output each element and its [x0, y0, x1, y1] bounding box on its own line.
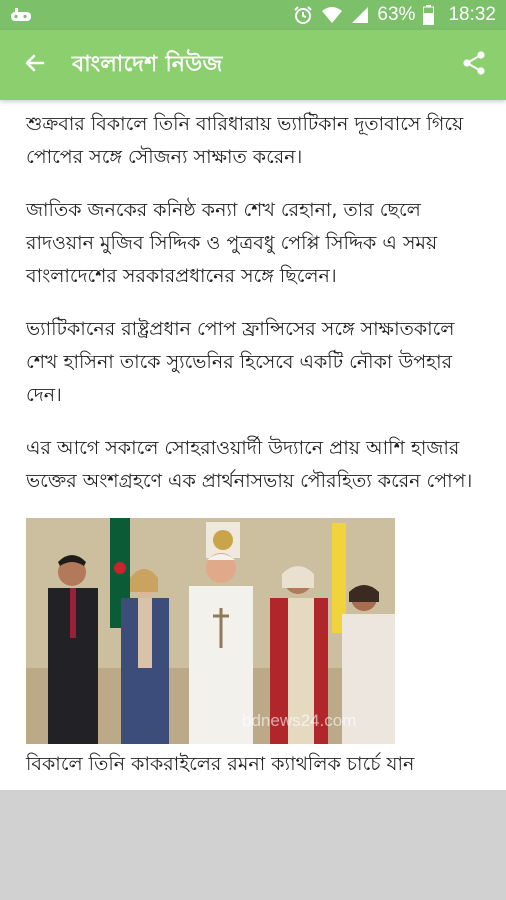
alarm-icon — [293, 5, 313, 25]
battery-icon — [423, 5, 434, 25]
share-button[interactable] — [442, 30, 506, 100]
article-paragraph: শুক্রবার বিকালে তিনি বারিধারায় ভ্যাটিকান দূতাবাসে গিয়ে পোপের সঙ্গে সৌজন্য সাক্ষাত করেন। — [26, 113, 464, 168]
clock-time: 18:32 — [448, 4, 496, 25]
back-button[interactable] — [0, 30, 70, 100]
status-bar — [0, 0, 506, 30]
share-icon — [462, 50, 486, 80]
arrow-left-icon — [23, 51, 47, 79]
bottom-overlay — [0, 790, 506, 900]
article-content[interactable] — [0, 100, 506, 900]
photo-watermark: bdnews24.com — [242, 711, 357, 730]
photo-caption: বিকালে তিনি কাকরাইলের রমনা ক্যাথলিক চার্চে যান — [26, 753, 415, 775]
wifi-icon — [321, 6, 343, 24]
app-bar — [0, 30, 506, 100]
news-photo[interactable] — [26, 518, 395, 744]
game-controller-icon — [10, 6, 32, 24]
article-paragraph: জাতিক জনকের কনিষ্ঠ কন্যা শেখ রেহানা, তার ছেলে রাদওয়ান মুজিব সিদ্দিক ও পুত্রবধু পেপ্পি সিদ্দিক এ সময় বাংলাদেশের সরকারপ্রধানের সঙ্গে ছিলেন। — [26, 199, 438, 287]
article-paragraph: ভ্যাটিকানের রাষ্ট্রপ্রধান পোপ ফ্রান্সিসের সঙ্গে সাক্ষাতকালে শেখ হাসিনা তাকে স্যুভেনির হিসেবে একটি নৌকা উপহার দেন। — [26, 318, 455, 406]
article-paragraph: এর আগে সকালে সোহরাওয়ার্দী উদ্যানে প্রায় আশি হাজার ভক্তের অংশগ্রহণে এক প্রার্থনাসভায় পৌরহিত্য করেন পোপ। — [26, 437, 473, 492]
signal-icon — [351, 6, 369, 24]
page-title: বাংলাদেশ নিউজ — [72, 51, 223, 77]
battery-percent: 63% — [377, 4, 416, 25]
